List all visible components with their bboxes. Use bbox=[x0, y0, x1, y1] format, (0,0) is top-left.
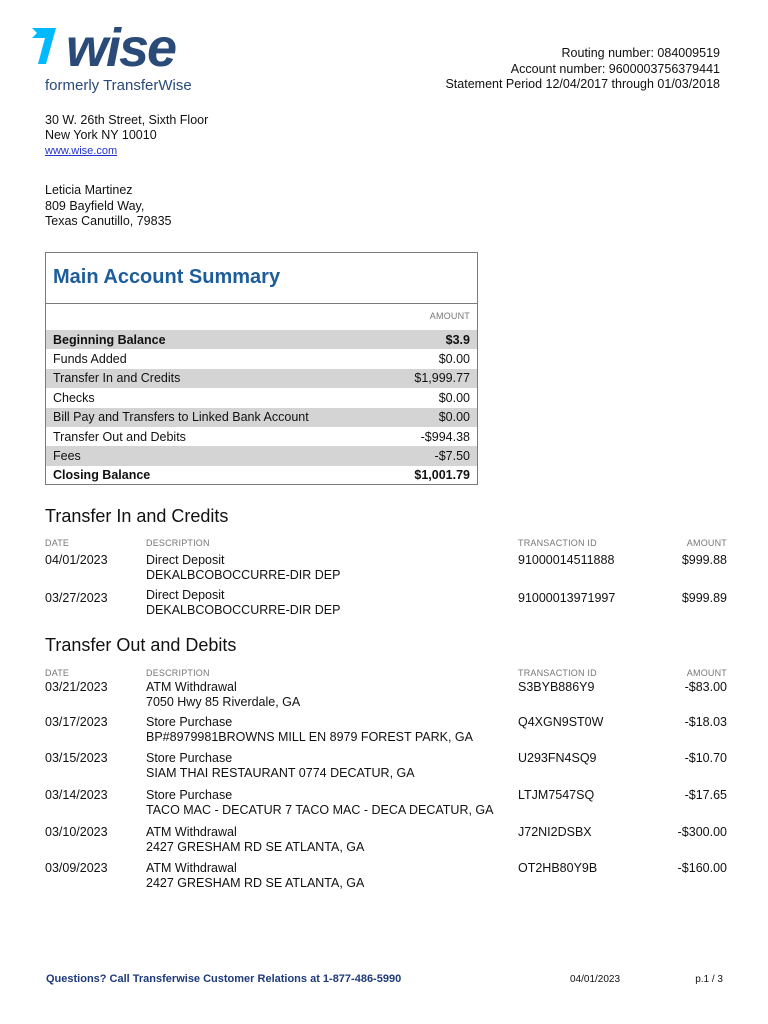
bank-address bbox=[45, 113, 208, 159]
tx-id: 91000013971997 bbox=[518, 591, 616, 605]
tx-date: 03/21/2023 bbox=[45, 680, 108, 694]
summary-value: $1,999.77 bbox=[414, 371, 470, 386]
summary-value: $0.00 bbox=[438, 352, 470, 367]
brand-tagline: formerly TransferWise bbox=[45, 77, 192, 94]
routing-number: Routing number: 084009519 bbox=[561, 46, 720, 60]
tx-date: 04/01/2023 bbox=[45, 553, 108, 567]
summary-value: $1,001.79 bbox=[414, 468, 470, 483]
tx-detail: DEKALBCOBOCCURRE-DIR DEP bbox=[146, 568, 341, 582]
summary-value: $3.9 bbox=[445, 332, 470, 347]
tx-description: Direct Deposit bbox=[146, 588, 225, 602]
tx-description: Store Purchase bbox=[146, 715, 233, 729]
summary-label: Transfer In and Credits bbox=[53, 371, 181, 386]
summary-label: Checks bbox=[53, 390, 95, 405]
tx-amount: $999.89 bbox=[681, 591, 727, 605]
tx-id: LTJM7547SQ bbox=[518, 788, 595, 802]
tx-description: ATM Withdrawal bbox=[146, 861, 237, 875]
bank-address-line1: 30 W. 26th Street, Sixth Floor bbox=[45, 113, 209, 127]
tx-id: U293FN4SQ9 bbox=[518, 751, 597, 765]
summary-row-transfer-out bbox=[46, 427, 477, 446]
tx-amount: $999.88 bbox=[681, 553, 727, 567]
customer-name: Leticia Martinez bbox=[45, 183, 133, 197]
summary-value: -$994.38 bbox=[420, 429, 470, 444]
tx-date: 03/09/2023 bbox=[45, 861, 108, 875]
debits-col-amount: AMOUNT bbox=[686, 668, 727, 678]
tx-date: 03/15/2023 bbox=[45, 751, 108, 765]
summary-label: Funds Added bbox=[53, 352, 127, 367]
summary-amount-header: AMOUNT bbox=[429, 311, 470, 321]
tx-description: Direct Deposit bbox=[146, 553, 225, 567]
summary-label: Transfer Out and Debits bbox=[53, 429, 186, 444]
summary-label: Fees bbox=[53, 449, 81, 464]
summary-value: $0.00 bbox=[438, 410, 470, 425]
tx-date: 03/10/2023 bbox=[45, 825, 108, 839]
tx-description: Store Purchase bbox=[146, 751, 233, 765]
customer-address bbox=[45, 183, 171, 230]
tx-description: Store Purchase bbox=[146, 788, 233, 802]
website-link[interactable]: www.wise.com bbox=[45, 145, 118, 157]
tx-detail: 2427 GRESHAM RD SE ATLANTA, GA bbox=[146, 840, 365, 854]
credits-col-date: DATE bbox=[45, 538, 70, 548]
tx-id: Q4XGN9ST0W bbox=[518, 715, 604, 729]
customer-relations-text: Questions? Call Transferwise Customer Relations at 1-877-486-5990 bbox=[46, 973, 402, 985]
summary-value: -$7.50 bbox=[434, 449, 470, 464]
debits-section-title: Transfer Out and Debits bbox=[45, 635, 237, 655]
debits-col-transaction-id: TRANSACTION ID bbox=[518, 668, 597, 678]
tx-detail: 2427 GRESHAM RD SE ATLANTA, GA bbox=[146, 876, 365, 890]
tx-date: 03/17/2023 bbox=[45, 715, 108, 729]
tx-id: J72NI2DSBX bbox=[518, 825, 592, 839]
customer-city: Texas Canutillo, 79835 bbox=[45, 214, 172, 228]
tx-date: 03/27/2023 bbox=[45, 591, 108, 605]
summary-title: Main Account Summary bbox=[46, 253, 477, 304]
summary-row-closing-balance bbox=[46, 466, 477, 485]
customer-street: 809 Bayfield Way, bbox=[45, 198, 145, 213]
summary-label: Beginning Balance bbox=[53, 332, 166, 347]
tx-detail: BP#8979981BROWNS MILL EN 8979 FOREST PARK, GA bbox=[146, 730, 473, 744]
credits-col-amount: AMOUNT bbox=[686, 538, 727, 548]
tx-date: 03/14/2023 bbox=[45, 788, 108, 802]
tx-amount: -$17.65 bbox=[684, 788, 727, 802]
account-info bbox=[445, 46, 720, 93]
summary-label: Bill Pay and Transfers to Linked Bank Account bbox=[53, 410, 309, 425]
summary-row-transfer-in bbox=[46, 369, 477, 388]
tx-amount: -$300.00 bbox=[677, 825, 727, 839]
tx-amount: -$18.03 bbox=[684, 715, 727, 729]
wise-wordmark: wise bbox=[66, 22, 176, 72]
tx-amount: -$83.00 bbox=[684, 680, 727, 694]
summary-row-beginning-balance bbox=[46, 330, 477, 349]
summary-row-checks bbox=[46, 388, 477, 407]
debits-col-description: DESCRIPTION bbox=[146, 668, 210, 678]
footer-date: 04/01/2023 bbox=[570, 974, 621, 985]
summary-row-bill-pay bbox=[46, 408, 477, 427]
summary-label: Closing Balance bbox=[53, 468, 151, 483]
tx-id: OT2HB80Y9B bbox=[518, 861, 598, 875]
tx-amount: -$10.70 bbox=[684, 751, 727, 765]
summary-row-fees bbox=[46, 446, 477, 465]
account-number: Account number: 9600003756379441 bbox=[510, 61, 720, 76]
account-summary bbox=[45, 252, 478, 485]
tx-detail: 7050 Hwy 85 Riverdale, GA bbox=[146, 695, 301, 709]
tx-description: ATM Withdrawal bbox=[146, 825, 237, 839]
tx-id: S3BYB886Y9 bbox=[518, 680, 595, 694]
credits-col-description: DESCRIPTION bbox=[146, 538, 210, 548]
tx-detail: TACO MAC - DECATUR 7 TACO MAC - DECA DECATUR, GA bbox=[146, 803, 494, 817]
wise-flag-icon bbox=[32, 28, 56, 64]
bank-address-line2: New York NY 10010 bbox=[45, 128, 157, 142]
tx-detail: DEKALBCOBOCCURRE-DIR DEP bbox=[146, 603, 341, 617]
tx-id: 91000014511888 bbox=[518, 553, 615, 567]
tx-amount: -$160.00 bbox=[677, 861, 727, 875]
tx-detail: SIAM THAI RESTAURANT 0774 DECATUR, GA bbox=[146, 766, 415, 780]
statement-period: Statement Period 12/04/2017 through 01/03/2018 bbox=[445, 77, 720, 91]
credits-col-transaction-id: TRANSACTION ID bbox=[518, 538, 597, 548]
summary-value: $0.00 bbox=[438, 390, 470, 405]
wise-logo bbox=[30, 22, 220, 72]
tx-description: ATM Withdrawal bbox=[146, 680, 237, 694]
summary-row-funds-added bbox=[46, 349, 477, 368]
page-number: p.1 / 3 bbox=[695, 974, 723, 985]
credits-section-title: Transfer In and Credits bbox=[45, 506, 229, 526]
debits-col-date: DATE bbox=[45, 668, 70, 678]
